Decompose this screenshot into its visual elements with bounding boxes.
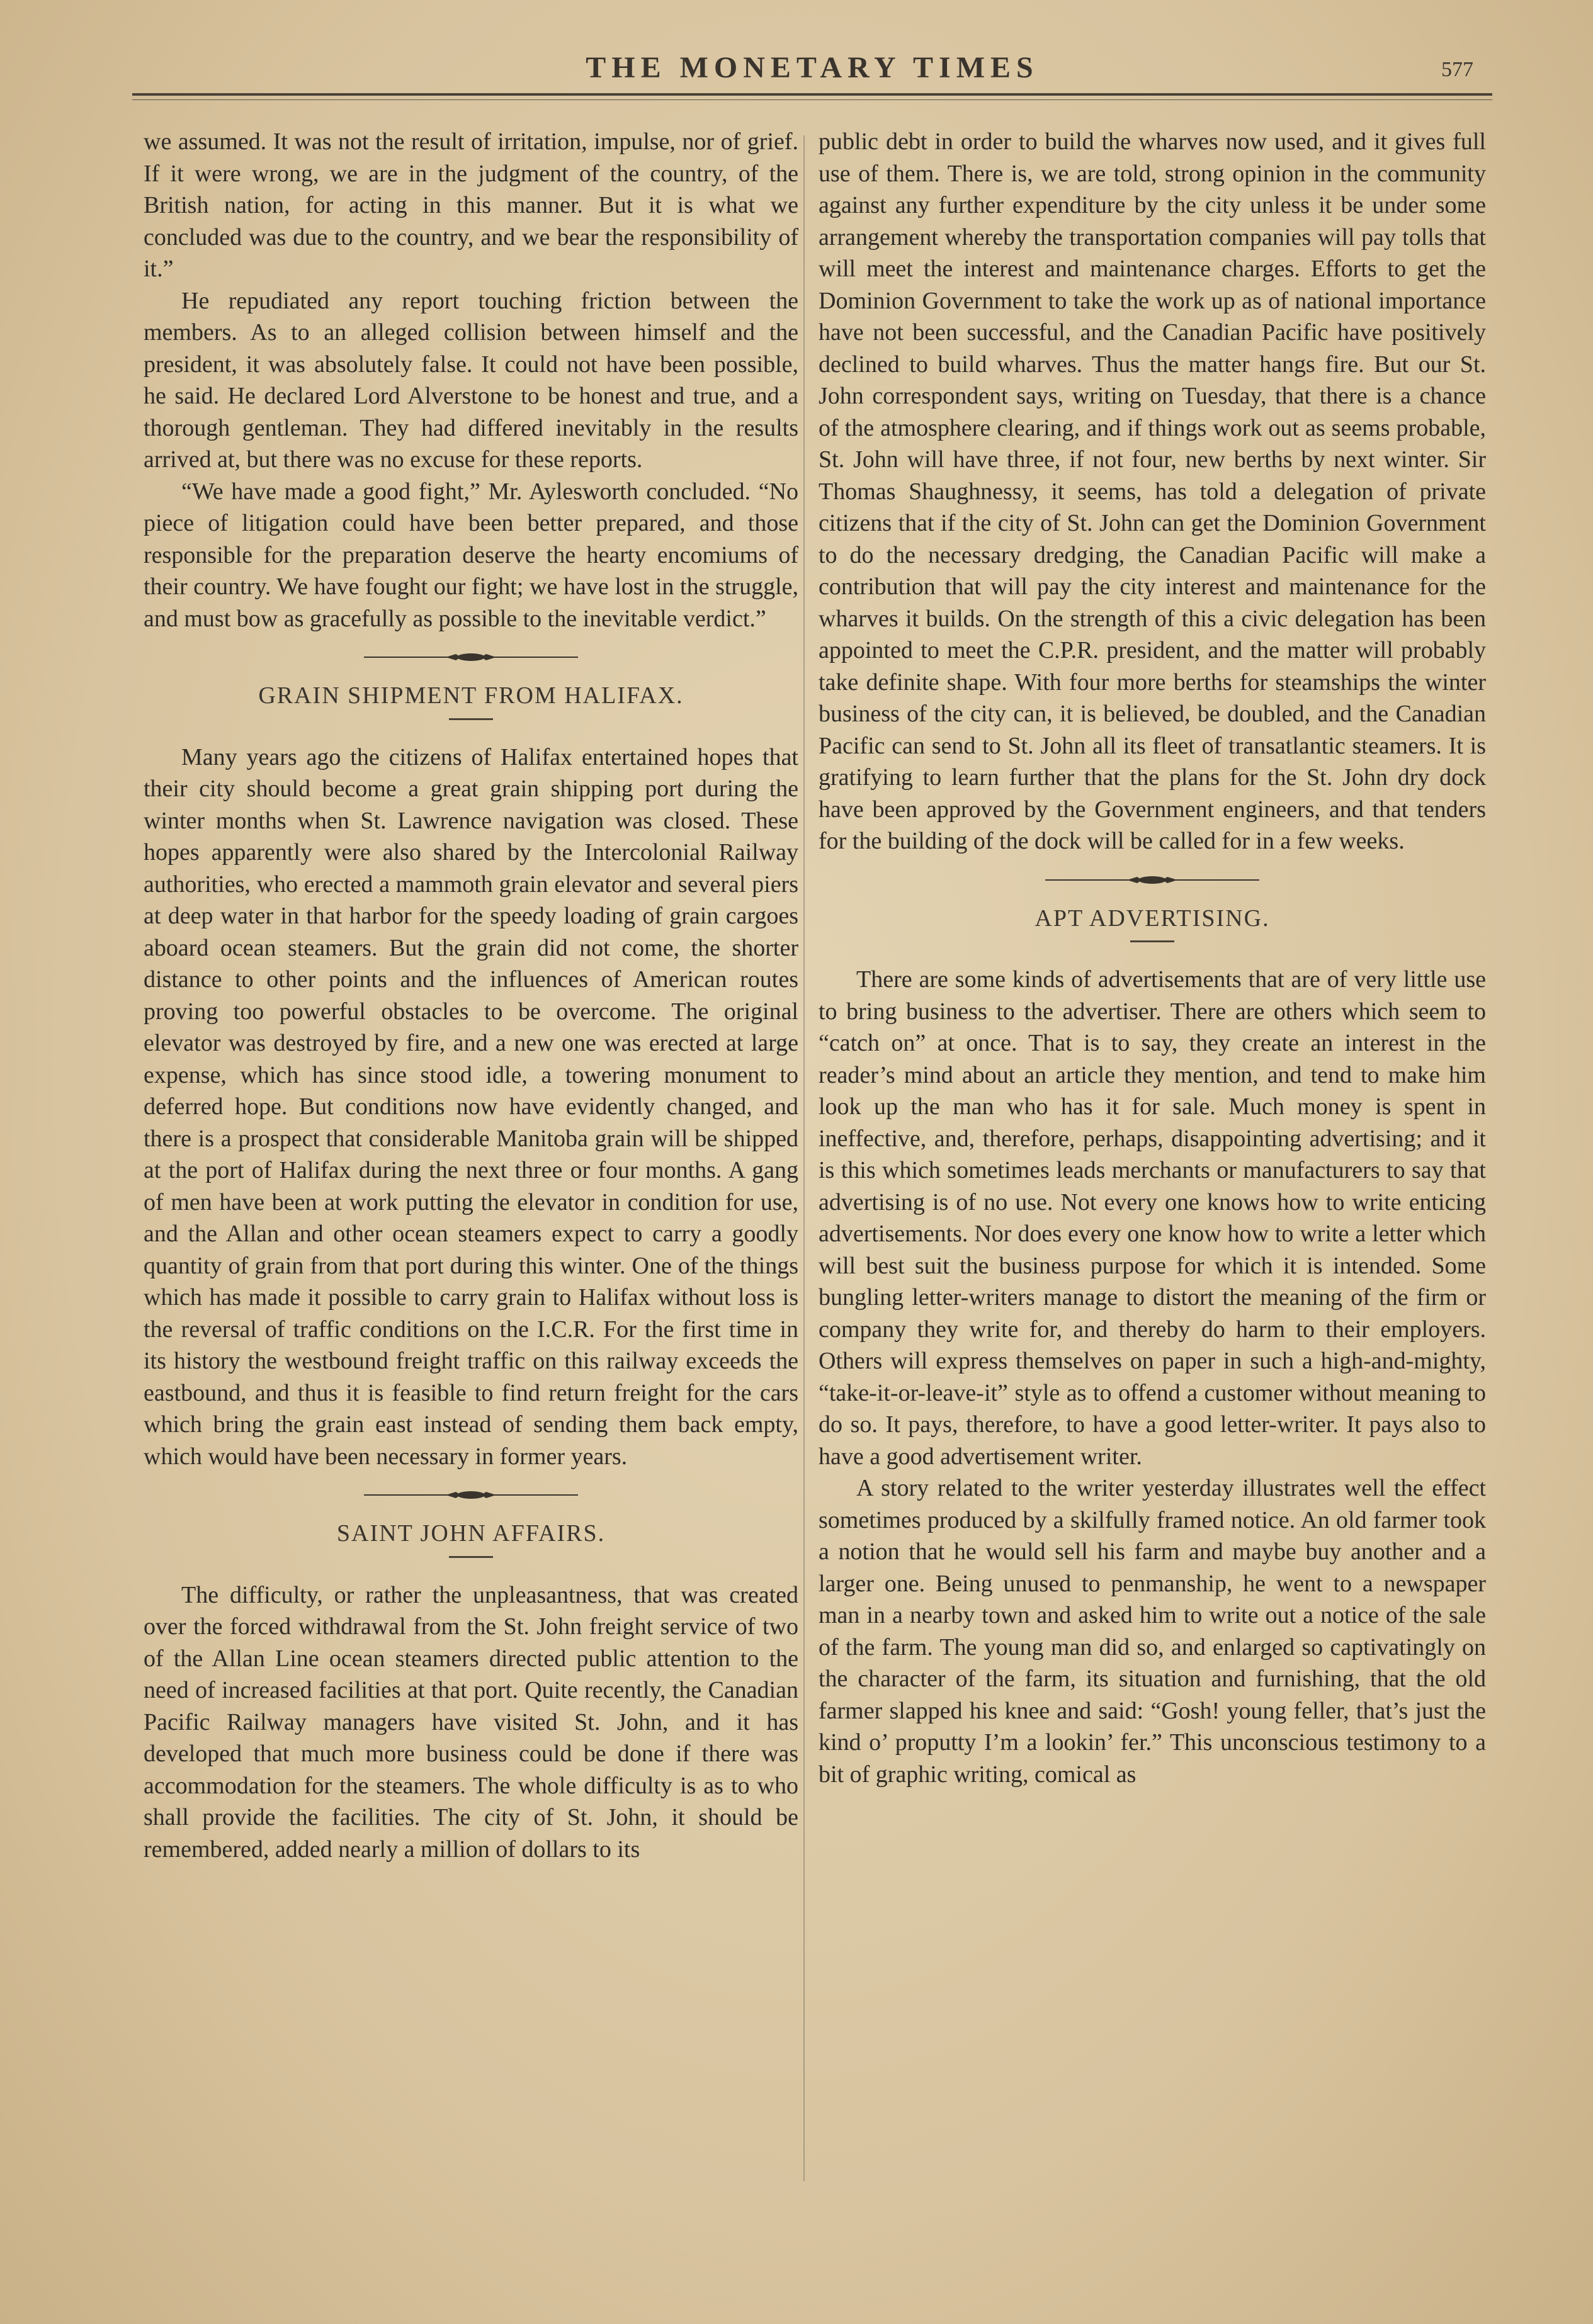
section-ornament [1045,874,1259,886]
paragraph: public debt in order to build the wharves now used, and it gives full use of them. There is, we are told, strong opinion in the community against any further expenditure by the city unless it be under some arrangement whereby the transportation companies will pay tolls that will meet the interest and maintenance charges. Efforts to get the Dominion Government to take the work up as of national importance have not been successful, and the Canadian Pacific have positively declined to build wharves. Thus the matter hangs fire. But our St. John correspondent says, writing on Tuesday, that there is a chance of the atmosphere clearing, and if things work out as seems probable, St. John will have three, if not four, new berths by next winter. Sir Thomas Shaughnessy, it seems, has told a delegation of private citizens that if the city of St. John can get the Dominion Government to do the necessary dredging, the Canadian Pacific will make a contribution that will pay the city interest and maintenance for the wharves it builds. On the strength of this a civic delegation has been appointed to meet the C.P.R. president, and the matter will probably take definite shape. With four more berths for steamships the winter business of the city can, it is believed, be doubled, and the Canadian Pacific can send to St. John all its fleet of transatlantic steamers. It is gratifying to learn further that the plans for the St. John dry dock have been approved by the Government engineers, and that tenders for the building of the dock will be called for in a few weeks. [819,128,1486,854]
paragraph: Many years ago the citizens of Halifax entertained hopes that their city should become a great grain shipping port during the winter months when St. Lawrence navigation was closed. These hopes apparently were also shared by the Intercolonial Railway authorities, who erected a mammoth grain elevator and several piers at deep water in that harbor for the speedy loading of grain cargoes aboard ocean steamers. But the grain did not come, the shorter distance to other points and the influences of American routes proving too powerful obstacles to be overcome. The original elevator was destroyed by fire, and a new one was erected at large expense, which has since stood idle, a towering monument to deferred hope. But conditions now have evidently changed, and there is a prospect that considerable Manitoba grain will be shipped at the port of Halifax during the next three or four months. A gang of men have been at work putting the elevator in condition for use, and the Allan and other ocean steamers expect to carry a goodly quantity of grain from that port during this winter. One of the things which has made it possible to carry grain to Halifax without loss is the reversal of traffic conditions on the I.C.R. For the first time in its history the westbound freight traffic on this railway exceeds the eastbound, and thus it is feasible to find return freight for the cars which bring the grain east instead of sending them back empty, which would have been necessary in former years. [144,743,798,1470]
section-heading: GRAIN SHIPMENT FROM HALIFAX. [258,682,684,709]
right-column [819,126,1486,1790]
section-heading: SAINT JOHN AFFAIRS. [336,1520,606,1547]
paragraph: A story related to the writer yesterday illustrates well the effect sometimes produced by a skilfully framed notice. An old farmer took a notion that he would sell his farm and maybe buy another and a larger one. Being unused to penmanship, he went to a newspaper man in a nearby town and asked him to write out a notice of the sale of the farm. The young man did so, and enlarged so captivatingly on the character of the farm, its situation and furnishing, that the old farmer slapped his knee and said: “Gosh! young feller, that’s just the kind o’ proputty I’m a lookin’ fer.” This unconscious testimony to a bit of graphic writing, comical as [819,1475,1486,1788]
paragraph: we assumed. It was not the result of irritation, impulse, nor of grief. If it were wrong, we are in the judgment of the country, of the British nation, for acting in this manner. But it is what we concluded was due to the country, and we bear the responsibility of it.” [144,128,798,282]
heading-rule [449,718,493,720]
paragraph: “We have made a good fight,” Mr. Aylesworth concluded. “No piece of litigation could have been better prepared, and those responsible for the preparation deserve the hearty encomiums of their country. We have fought our fight; we have lost in the struggle, and must bow as gracefully as possible to the inevitable verdict.” [144,478,798,632]
section-heading: APT ADVERTISING. [1035,905,1270,932]
page-number: 577 [1441,58,1473,81]
masthead [132,44,1492,101]
heading-rule [1130,940,1174,942]
paragraph: He repudiated any report touching friction between the members. As to an alleged collision between himself and the president, it was absolutely false. It could not have been possible, he said. He declared Lord Alverstone to be honest and true, and a thorough gentleman. They had differed inevitably in the results arrived at, but there was no excuse for these reports. [144,287,798,473]
section-ornament [364,651,578,663]
heading-rule [449,1556,493,1558]
paragraph: There are some kinds of advertisements that are of very little use to bring business to the advertiser. There are others which seem to “catch on” at once. That is to say, they create an interest in the reader’s mind about an article they mention, and tend to make him look up the man who has it for sale. Much money is spent in ineffective, and, therefore, perhaps, disappointing advertising; and it is this which sometimes leads merchants or manufacturers to say that advertising is of no use. Not every one knows how to write enticing advertisements. Nor does every one know how to write a letter which will best suit the business purpose for which it is intended. Some bungling letter-writers manage to distort the meaning of the firm or company they write for, and thereby do harm to their employers. Others will express themselves on paper in such a high-and-mighty, “take-it-or-leave-it” style as to offend a customer without meaning to do so. It pays, therefore, to have a good letter-writer. It pays also to have a good advertisement writer. [819,966,1486,1470]
column-divider [803,135,805,2181]
header-rule [132,93,1492,96]
left-column [144,126,798,1865]
publication-title: THE MONETARY TIMES [586,51,1039,84]
section-ornament [364,1489,578,1501]
header-rule-thin [132,99,1492,100]
paragraph: The difficulty, or rather the unpleasantness, that was created over the forced withdrawal from the St. John freight service of two of the Allan Line ocean steamers directed public attention to the need of increased facilities at that port. Quite recently, the Canadian Pacific Railway managers have visited St. John, and it has developed that much more business could be done if there was accommodation for the steamers. The whole difficulty is as to who shall provide the facilities. The city of St. John, it should be remembered, added nearly a million of dollars to its [144,1581,798,1863]
